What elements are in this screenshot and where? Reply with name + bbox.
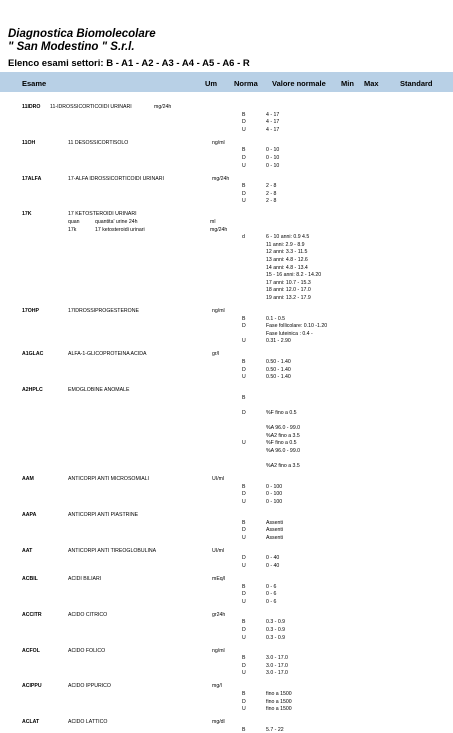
exam-name: ANTICORPI ANTI PIASTRINE [68, 512, 139, 518]
exam-code: A2HPLC [22, 387, 43, 394]
exam-code: A1GLAC [22, 351, 44, 358]
norm-sector: B [242, 691, 246, 697]
norm-sector: U [242, 374, 246, 381]
exam-code: 11OH [22, 139, 36, 146]
normal-value: 3.0 - 17.0 [266, 655, 288, 662]
normal-value: 0 - 6 [266, 598, 277, 605]
document-subtitle: Elenco esami settori: B - A1 - A2 - A3 - A4 - A5 - A6 - R [8, 58, 250, 69]
norm-sector: D [242, 410, 246, 416]
exam-unit: ng/ml [212, 139, 225, 146]
norm-sector: U [242, 634, 246, 641]
normal-value: 0.1 - 0.5 [266, 315, 286, 322]
normal-value: fino a 1500 [266, 698, 292, 705]
norm-sector: B [242, 619, 246, 626]
norm-sector: B [242, 111, 246, 118]
normal-value: 18 anni: 12.0 - 17.0 [266, 287, 311, 294]
norm-sector: D [242, 155, 246, 161]
exam-code: 11IDRO [22, 104, 41, 110]
normal-value: 3.0 - 17.0 [266, 670, 288, 677]
normal-value: 13 anni: 4.8 - 12.6 [266, 257, 308, 263]
normal-value: Assenti [266, 527, 284, 534]
normal-value: 6 - 10 anni: 0.9 4.5 [266, 234, 310, 241]
column-header-valore-normale: Valore normale [272, 79, 326, 88]
norm-sector: B [242, 583, 246, 590]
norm-sector: D [242, 527, 246, 534]
sub-exam-unit: mg/24h [210, 226, 228, 233]
exam-code: ACLAT [22, 719, 40, 726]
column-header-standard: Standard [400, 79, 433, 88]
normal-value: Assenti [266, 534, 284, 541]
norm-sector: D [242, 662, 246, 669]
exam-name: 11 DESOSSICORTISOLO [68, 139, 129, 146]
column-header-max: Max [364, 79, 379, 88]
norm-sector: B [242, 147, 246, 154]
norm-sector: D [242, 119, 246, 126]
exam-unit: gr/l [212, 351, 220, 358]
norm-sector: D [242, 627, 246, 633]
exam-code: AAPA [22, 512, 37, 518]
normal-value: Assenti [266, 519, 284, 526]
exam-unit: ng/ml [212, 308, 225, 314]
normal-value: 0 - 6 [266, 583, 277, 590]
normal-value: Fase follicolare: 0.10 -1.20 [266, 323, 328, 330]
normal-value: 0 - 6 [266, 591, 277, 598]
norm-sector: D [242, 323, 246, 330]
norm-sector: D [242, 555, 246, 562]
normal-value: 3.0 - 17.0 [266, 662, 288, 669]
column-header-norma: Norma [234, 79, 258, 88]
exam-unit: gr24h [212, 611, 226, 618]
exam-code: ACIPPU [22, 683, 42, 690]
normal-value: %A2 fino a 3.5 [266, 463, 300, 470]
exam-name: EMOGLOBINE ANOMALE [68, 387, 130, 394]
norm-sector: D [242, 366, 246, 373]
exam-unit: ng/ml [212, 647, 225, 654]
normal-value: 0.3 - 0.9 [266, 627, 286, 633]
norm-sector: U [242, 338, 246, 345]
column-header-um: Um [205, 79, 218, 88]
exam-code: ACBIL [22, 576, 38, 582]
normal-value: 0 - 40 [266, 555, 280, 562]
normal-value: 0 - 10 [266, 147, 280, 154]
normal-value: 2 - 8 [266, 190, 277, 197]
normal-value: %A 96.0 - 99.0 [266, 448, 301, 454]
normal-value: 0.50 - 1.40 [266, 359, 291, 365]
norm-sector: U [242, 563, 246, 569]
exam-unit: mg/dl [212, 719, 225, 726]
normal-value: 0.3 - 0.9 [266, 619, 286, 626]
exam-unit: mg/24h [154, 104, 172, 110]
normal-value: %A 96.0 - 99.0 [266, 425, 301, 432]
norm-sector: U [242, 670, 246, 677]
norm-sector: U [242, 440, 246, 447]
normal-value: 5.7 - 22 [266, 726, 284, 733]
norm-sector: U [242, 706, 246, 713]
exam-code: 17ALFA [22, 175, 42, 182]
exam-unit: mEq/l [212, 576, 226, 582]
exam-name: 11-IDROSSICORTICOIDI URINARI [50, 104, 132, 110]
normal-value: 2 - 8 [266, 198, 277, 205]
document-title: Diagnostica Biomolecolare [8, 28, 156, 40]
exam-name: ANTICORPI ANTI TIREOGLOBULINA [68, 547, 157, 554]
normal-value: 0 - 100 [266, 491, 283, 498]
norm-sector: D [242, 591, 246, 598]
table-header-bar [0, 72, 453, 92]
normal-value: 15 - 16 anni: 8.2 - 14.20 [266, 272, 322, 279]
column-header-min: Min [341, 79, 354, 88]
sub-exam-code: 17k [68, 226, 77, 233]
norm-sector: d [242, 234, 245, 241]
norm-sector: U [242, 534, 246, 541]
exam-name: ACIDO CITRICO [68, 611, 108, 618]
exam-name: ALFA-1-GLICOPROTEINA ACIDA [68, 351, 147, 358]
exam-unit: mg/24h [212, 175, 230, 182]
exam-name: ANTICORPI ANTI MICROSOMIALI [68, 476, 149, 483]
normal-value: 4 - 17 [266, 126, 280, 133]
normal-value: %F fino a 0.5 [266, 410, 297, 416]
normal-value: 0.50 - 1.40 [266, 374, 291, 381]
exam-code: 17OHP [22, 308, 40, 314]
norm-sector: D [242, 698, 246, 705]
exam-code: ACCITR [22, 611, 42, 618]
exam-name: ACIDI BILIARI [68, 576, 102, 582]
document-title-company: " San Modestino " S.r.l. [8, 41, 135, 53]
norm-sector: B [242, 655, 246, 662]
normal-value: 12 anni: 3.3 - 11.5 [266, 249, 308, 256]
normal-value: 19 anni: 13.2 - 17.9 [266, 295, 311, 301]
normal-value: 2 - 8 [266, 183, 277, 190]
exam-name: ACIDO FOLICO [68, 647, 106, 654]
normal-value: %A2 fino a 3.5 [266, 432, 300, 439]
normal-value: Fase luteinica : 0.4 - [266, 330, 313, 337]
norm-sector: B [242, 394, 246, 401]
norm-sector: U [242, 126, 246, 133]
norm-sector: B [242, 315, 246, 322]
normal-value: 0.31 - 2.90 [266, 338, 291, 345]
exam-unit: UI/ml [212, 547, 225, 554]
exam-unit: mg/l [212, 683, 222, 690]
column-header-esame: Esame [22, 79, 47, 88]
exam-name: ACIDO IPPURICO [68, 683, 111, 690]
norm-sector: U [242, 198, 246, 205]
exam-code: AAM [22, 476, 34, 483]
sub-exam-code: quan [68, 219, 80, 225]
normal-value: 0 - 10 [266, 155, 280, 161]
norm-sector: D [242, 190, 246, 197]
exam-name: ACIDO LATTICO [68, 719, 108, 726]
normal-value: fino a 1500 [266, 706, 292, 713]
sub-exam-name: quantita' urine 24h [95, 219, 138, 225]
norm-sector: B [242, 183, 246, 190]
norm-sector: U [242, 162, 246, 169]
exam-unit: UI/ml [212, 476, 225, 483]
normal-value: 11 anni: 2.9 - 8.9 [266, 241, 305, 248]
normal-value: 0.50 - 1.40 [266, 366, 291, 373]
normal-value: fino a 1500 [266, 691, 292, 697]
normal-value: 0 - 40 [266, 563, 280, 569]
norm-sector: B [242, 519, 246, 526]
exam-code: AAT [22, 547, 33, 554]
normal-value: 14 anni: 4.8 - 13.4 [266, 264, 308, 271]
sub-exam-name: 17 ketosteroidi urinari [95, 226, 145, 233]
normal-value: 0 - 10 [266, 162, 280, 169]
exam-code: 17K [22, 211, 32, 218]
exam-code: ACFOL [22, 647, 40, 654]
exam-name: 17IDROSSIPROGESTERONE [68, 308, 139, 314]
normal-value: 4 - 17 [266, 119, 280, 126]
norm-sector: B [242, 359, 246, 365]
normal-value: 0 - 100 [266, 499, 283, 505]
exam-name: 17 KETOSTEROIDI URINARI [68, 211, 137, 218]
normal-value: 17 anni: 10.7 - 15.3 [266, 279, 311, 286]
normal-value: 0 - 100 [266, 483, 283, 490]
sub-exam-unit: ml [210, 219, 216, 225]
norm-sector: D [242, 491, 246, 498]
norm-sector: B [242, 726, 246, 733]
exam-name: 17-ALFA IDROSSICORTICOIDI URINARI [68, 175, 164, 182]
normal-value: %F fino a 0.5 [266, 440, 297, 447]
norm-sector: B [242, 483, 246, 490]
norm-sector: U [242, 499, 246, 505]
normal-value: 0.3 - 0.9 [266, 634, 286, 641]
norm-sector: U [242, 598, 246, 605]
normal-value: 4 - 17 [266, 111, 280, 118]
